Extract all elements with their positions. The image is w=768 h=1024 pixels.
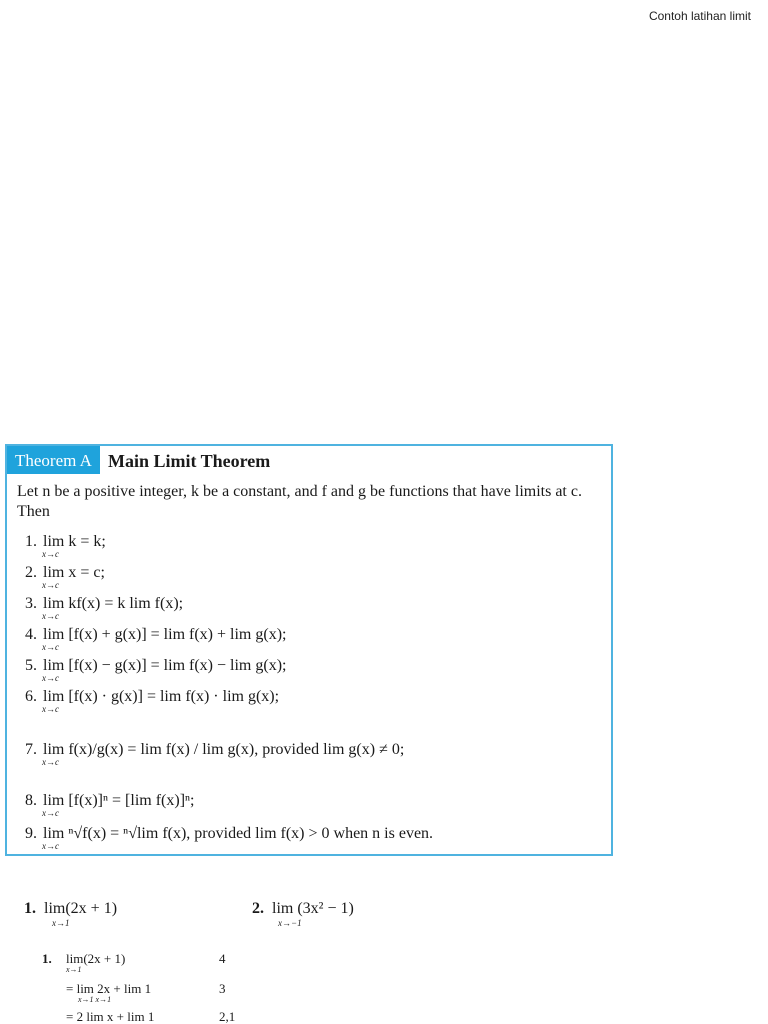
rule-4: 4. lim [f(x) + g(x)] = lim f(x) + lim g(x); x→c <box>25 626 287 652</box>
theorem-header <box>7 446 278 474</box>
rule-2: 2. lim x = c; x→c <box>25 564 105 590</box>
theorem-intro: Let n be a positive integer, k be a constant, and f and g be functions that have limits at c. Then <box>17 483 582 520</box>
header-note: Contoh latihan limit <box>648 9 751 23</box>
solution-line-2: = lim 2x + lim 1 x→1 x→1 <box>66 981 152 1004</box>
solution-line-1: lim(2x + 1) x→1 <box>66 951 126 974</box>
solution-step-3: 2,1 <box>219 1009 236 1024</box>
solution-step-1: 4 <box>219 951 226 966</box>
rule-5: 5. lim [f(x) − g(x)] = lim f(x) − lim g(x); x→c <box>25 657 287 683</box>
solution-number: 1. <box>42 951 52 966</box>
solution-step-2: 3 <box>219 981 226 996</box>
rule-3: 3. lim kf(x) = k lim f(x); x→c <box>25 595 184 621</box>
theorem-box <box>5 444 613 856</box>
solution-line-3: = 2 lim x + lim 1 <box>66 1009 155 1024</box>
rule-1: 1. lim k = k; x→c <box>25 533 106 559</box>
exercise-1: 1. lim(2x + 1) x→1 <box>24 900 118 928</box>
theorem-title: Main Limit Theorem <box>107 451 271 471</box>
rule-9: 9. lim ⁿ√f(x) = ⁿ√lim f(x), provided lim f(x) > 0 when n is even. x→c <box>25 825 434 851</box>
rule-6: 6. lim [f(x) · g(x)] = lim f(x) · lim g(x); x→c <box>25 688 280 714</box>
theorem-tag: Theorem A <box>7 446 100 474</box>
rule-7: 7. lim f(x)/g(x) = lim f(x) / lim g(x), provided lim g(x) ≠ 0; x→c <box>25 741 405 767</box>
rule-8: 8. lim [f(x)]ⁿ = [lim f(x)]ⁿ; x→c <box>25 792 195 818</box>
exercise-2: 2. lim (3x² − 1) x→−1 <box>252 900 354 928</box>
